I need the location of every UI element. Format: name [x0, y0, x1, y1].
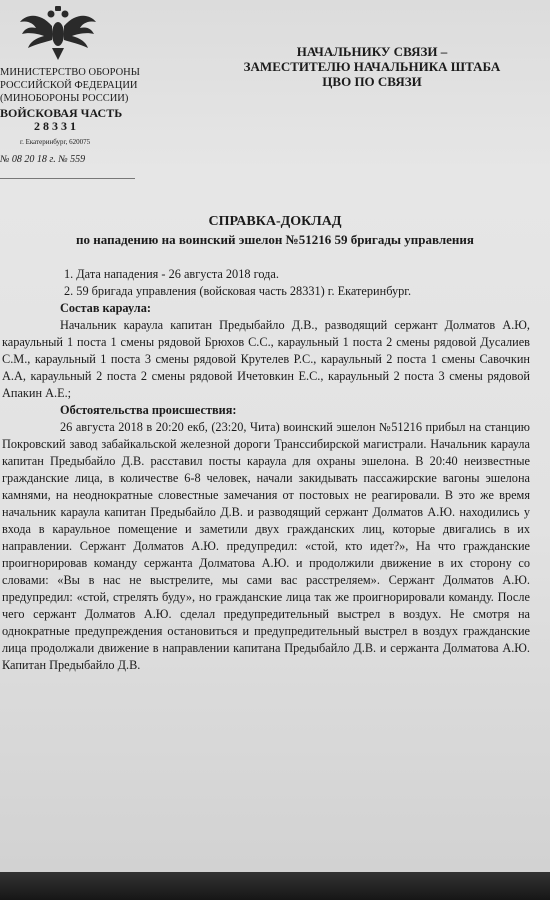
list-item: 2. 59 бригада управления (войсковая часть 28331) г. Екатеринбург. — [64, 284, 412, 298]
sender-organization-block — [0, 66, 150, 179]
addressee-line: ЗАМЕСТИТЕЛЮ НАЧАЛЬНИКА ШТАБА — [243, 59, 501, 74]
section-heading-circumstances: Обстоятельства происшествия: — [60, 403, 237, 417]
document-title: СПРАВКА-ДОКЛАД — [208, 214, 342, 229]
section-heading-guard: Состав караула: — [60, 301, 151, 315]
org-line: РОССИЙСКОЙ ФЕДЕРАЦИИ — [0, 80, 138, 91]
org-line: МИНИСТЕРСТВО ОБОРОНЫ — [0, 67, 140, 78]
reference-line — [0, 168, 135, 179]
document-subtitle: по нападению на воинский эшелон №51216 59 бригады управления — [76, 232, 474, 247]
addressee-block — [232, 44, 512, 89]
circumstances-text: 26 августа 2018 в 20:20 екб, (23:20, Чита) воинский эшелон №51216 прибыл на станцию Покровский завод забайкальской железной дороги Транссибирской магистрали. Начальник караула капитан Предыбайло Д.В. расставил посты караула для охраны эшелона. В 20:40 неизвестные гражданские лица, в количестве 6-8 человек, начали закидывать пассажирские вагоны эшелона камнями, на неоднократные словестные замечания от постовых не реагировали. В это же время начальник караула капитан Предыбайло Д.В. и разводящий сержант Долматов А.Ю. находились у входа в караульное помещение и заметили двух гражданских лиц, которые двигались в их направлении. Сержант Долматов А.Ю. предупредил: «стой, кто идет?», На что гражданские проигнорировав команду сержанта Долматова А.Ю. и продолжили движение в их сторону со словами: «Вы в нас не выстрелите, мы сами вас расстреляем». Сержант Долматов А.Ю. предупредил: «стой, стрелять буду», но гражданские лица так же проигнорировали команду. После чего сержант Долматов А.Ю. сделал предупредительный выстрел в воздух. Не смотря на однократные предупреждения остановиться и предупредительный выстрел в воздух гражданские лица продолжали движение в направлении капитана Предыбайло Д.В. и сержанта Долматова А.Ю. Капитан Предыбайло Д.В. — [2, 420, 530, 672]
double-headed-eagle-emblem — [18, 4, 98, 62]
unit-address: г. Екатеринбург, 620075 — [20, 138, 91, 146]
org-line: (МИНОБОРОНЫ РОССИИ) — [0, 93, 129, 104]
addressee-line: НАЧАЛЬНИКУ СВЯЗИ – — [296, 44, 448, 59]
list-item: 1. Дата нападения - 26 августа 2018 года. — [64, 267, 279, 281]
addressee-line: ЦВО ПО СВЯЗИ — [322, 74, 422, 89]
outgoing-reference: № 08 20 18 г. № 559 — [0, 154, 86, 165]
background-surface — [0, 872, 550, 900]
unit-label: ВОЙСКОВАЯ ЧАСТЬ — [0, 106, 123, 120]
unit-number: 28331 — [34, 119, 79, 133]
document-body — [2, 266, 530, 674]
guard-composition-text: Начальник караула капитан Предыбайло Д.В., разводящий сержант Долматов А.Ю, караульный 1 поста 1 смены рядовой Брюхов С.С., караульный 1 поста 2 смены рядовой Дусалиев С.М., караульный 1 поста 3 смены рядовой Крутелев Р.С., караульный 2 поста 1 смены Савочкин А.А, караульный 2 поста 2 смены рядовой Ичетовкин Е.С., караульный 2 поста 3 смены рядовой Апакин А.Е.; — [2, 318, 530, 400]
